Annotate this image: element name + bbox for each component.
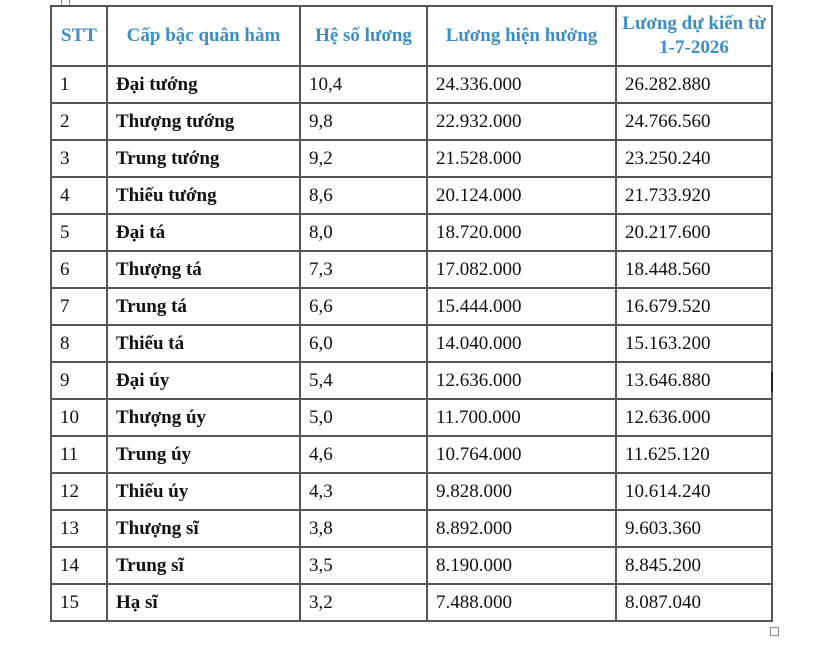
cell-current-salary: 11.700.000 xyxy=(427,399,616,436)
header-rank: Cấp bậc quân hàm xyxy=(107,6,300,66)
cell-coefficient: 9,8 xyxy=(300,103,427,140)
cell-rank: Đại tướng xyxy=(107,66,300,103)
cell-stt: 12 xyxy=(51,473,107,510)
cell-current-salary: 20.124.000 xyxy=(427,177,616,214)
cell-rank: Thượng tá xyxy=(107,251,300,288)
cell-projected-salary: 9.603.360 xyxy=(616,510,772,547)
cell-coefficient: 3,5 xyxy=(300,547,427,584)
salary-table xyxy=(50,5,773,622)
table-row xyxy=(51,510,772,547)
cell-projected-salary: 21.733.920 xyxy=(616,177,772,214)
cell-stt: 4 xyxy=(51,177,107,214)
cell-stt: 15 xyxy=(51,584,107,621)
cell-current-salary: 15.444.000 xyxy=(427,288,616,325)
cell-projected-salary: 11.625.120 xyxy=(616,436,772,473)
cell-rank: Đại úy xyxy=(107,362,300,399)
table-row xyxy=(51,251,772,288)
cell-projected-salary: 18.448.560 xyxy=(616,251,772,288)
cell-current-salary: 18.720.000 xyxy=(427,214,616,251)
header-projected-salary: Lương dự kiến từ 1-7-2026 xyxy=(616,6,772,66)
cell-current-salary: 8.190.000 xyxy=(427,547,616,584)
cell-rank: Hạ sĩ xyxy=(107,584,300,621)
cell-current-salary: 24.336.000 xyxy=(427,66,616,103)
cell-stt: 1 xyxy=(51,66,107,103)
cell-rank: Thượng sĩ xyxy=(107,510,300,547)
cell-rank: Trung tá xyxy=(107,288,300,325)
table-row xyxy=(51,584,772,621)
cell-stt: 6 xyxy=(51,251,107,288)
cell-stt: 3 xyxy=(51,140,107,177)
cell-stt: 10 xyxy=(51,399,107,436)
table-row xyxy=(51,325,772,362)
cell-projected-salary: 8.087.040 xyxy=(616,584,772,621)
cell-rank: Thiếu tá xyxy=(107,325,300,362)
cell-rank: Thiếu tướng xyxy=(107,177,300,214)
cell-coefficient: 8,6 xyxy=(300,177,427,214)
cell-rank: Đại tá xyxy=(107,214,300,251)
cell-coefficient: 5,0 xyxy=(300,399,427,436)
cell-coefficient: 10,4 xyxy=(300,66,427,103)
cell-rank: Trung tướng xyxy=(107,140,300,177)
cell-stt: 8 xyxy=(51,325,107,362)
cell-stt: 13 xyxy=(51,510,107,547)
cell-current-salary: 8.892.000 xyxy=(427,510,616,547)
cell-stt: 2 xyxy=(51,103,107,140)
cell-coefficient: 5,4 xyxy=(300,362,427,399)
header-current-salary: Lương hiện hưởng xyxy=(427,6,616,66)
cell-coefficient: 7,3 xyxy=(300,251,427,288)
cell-coefficient: 6,6 xyxy=(300,288,427,325)
cell-rank: Trung úy xyxy=(107,436,300,473)
table-row xyxy=(51,103,772,140)
cell-current-salary: 17.082.000 xyxy=(427,251,616,288)
cell-coefficient: 6,0 xyxy=(300,325,427,362)
table-row xyxy=(51,288,772,325)
cell-stt: 11 xyxy=(51,436,107,473)
table-row xyxy=(51,177,772,214)
cell-stt: 7 xyxy=(51,288,107,325)
cell-projected-salary: 12.636.000 xyxy=(616,399,772,436)
cell-rank: Thượng tướng xyxy=(107,103,300,140)
cell-projected-salary: 8.845.200 xyxy=(616,547,772,584)
header-stt: STT xyxy=(51,6,107,66)
cell-projected-salary: 24.766.560 xyxy=(616,103,772,140)
cell-projected-salary: 20.217.600 xyxy=(616,214,772,251)
table-row xyxy=(51,473,772,510)
header-coefficient: Hệ số lương xyxy=(300,6,427,66)
cell-stt: 9 xyxy=(51,362,107,399)
cell-rank: Thượng úy xyxy=(107,399,300,436)
table-row xyxy=(51,214,772,251)
cell-rank: Trung sĩ xyxy=(107,547,300,584)
header-row xyxy=(51,6,772,66)
cell-rank: Thiếu úy xyxy=(107,473,300,510)
cell-projected-salary: 15.163.200 xyxy=(616,325,772,362)
cell-projected-salary: 26.282.880 xyxy=(616,66,772,103)
cell-coefficient: 8,0 xyxy=(300,214,427,251)
table-row xyxy=(51,399,772,436)
cell-projected-salary: 16.679.520 xyxy=(616,288,772,325)
cell-current-salary: 21.528.000 xyxy=(427,140,616,177)
cell-projected-salary: 23.250.240 xyxy=(616,140,772,177)
table-row xyxy=(51,436,772,473)
table-row xyxy=(51,66,772,103)
cell-projected-salary: 13.646.880 xyxy=(616,362,772,399)
cell-current-salary: 12.636.000 xyxy=(427,362,616,399)
cell-current-salary: 7.488.000 xyxy=(427,584,616,621)
cell-current-salary: 10.764.000 xyxy=(427,436,616,473)
cell-coefficient: 9,2 xyxy=(300,140,427,177)
cell-coefficient: 4,6 xyxy=(300,436,427,473)
cell-current-salary: 9.828.000 xyxy=(427,473,616,510)
cell-coefficient: 3,8 xyxy=(300,510,427,547)
cell-projected-salary: 10.614.240 xyxy=(616,473,772,510)
table-row xyxy=(51,547,772,584)
cell-current-salary: 22.932.000 xyxy=(427,103,616,140)
cell-stt: 5 xyxy=(51,214,107,251)
table-row xyxy=(51,140,772,177)
table-resize-handle[interactable] xyxy=(770,627,779,636)
cell-coefficient: 4,3 xyxy=(300,473,427,510)
cell-current-salary: 14.040.000 xyxy=(427,325,616,362)
table-row xyxy=(51,362,772,399)
cell-coefficient: 3,2 xyxy=(300,584,427,621)
cell-stt: 14 xyxy=(51,547,107,584)
text-cursor xyxy=(771,372,773,392)
